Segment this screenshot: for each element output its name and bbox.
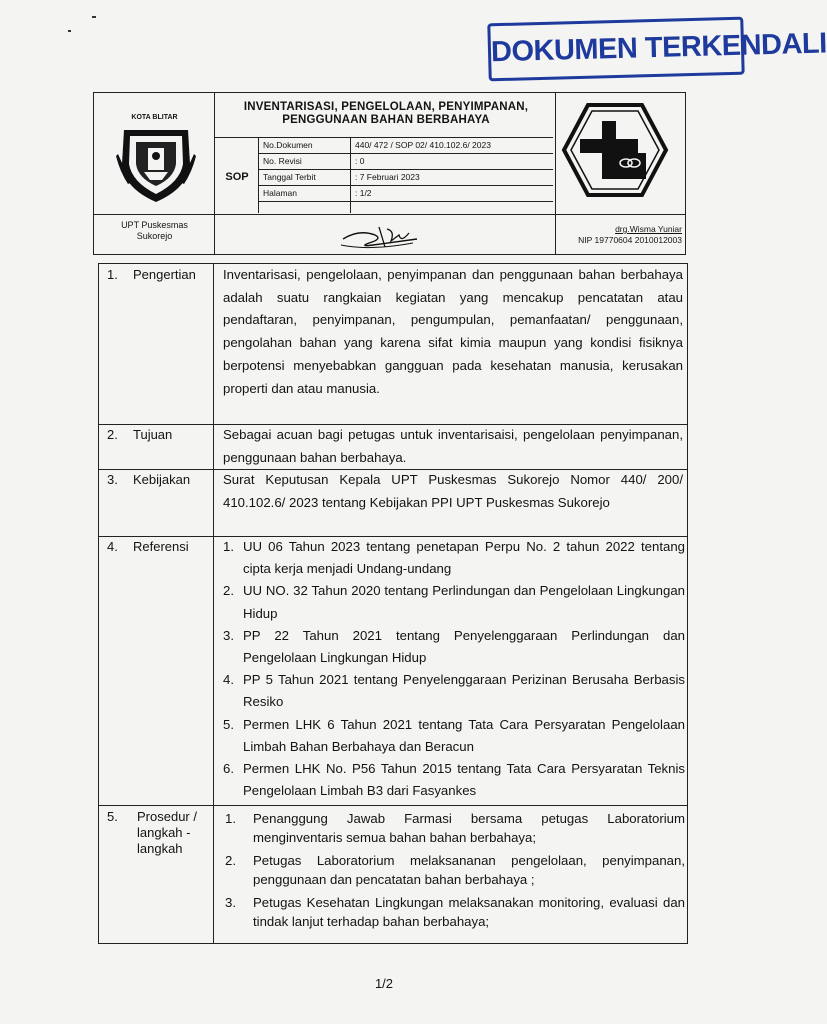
section-text-pengertian: Inventarisasi, pengelolaan, penyimpanan dan penggunaan bahan berbahaya adalah suatu rangkaian kegiatan yang mencakup pencatatan atau pendaftaran, penyimpanan, pengumpulan, pemanfaatan/ penggunaan, pengolahan bahan yang karena sifat kimia maupun yang kondisi fisiknya berpotensi menyebabkan gangguan pada kesehatan manusia, kerusakan properti dan atau manusia. [223, 267, 683, 396]
list-item: 4. PP 5 Tahun 2021 tentang Penyelenggaraan Perizinan Berusaha Berbasis Resiko [223, 672, 685, 710]
handwritten-signature [339, 221, 419, 251]
section-label-referensi: 4. Referensi [107, 539, 189, 554]
list-item: 5. Permen LHK 6 Tahun 2021 tentang Tata Cara Persyaratan Pengelolaan Limbah Bahan Berbahaya dan Beracun [223, 716, 685, 754]
section-label-pengertian: 1. Pengertian [107, 267, 196, 282]
section-text-tujuan: Sebagai acuan bagi petugas untuk inventarisaisi, pengelolaan penyimpanan, penggunaan bahan berbahaya. [223, 427, 683, 465]
referensi-list [223, 536, 685, 802]
scan-speck [92, 16, 96, 18]
puskesmas-logo [560, 101, 670, 199]
section-label-tujuan: 2. Tujuan [107, 427, 173, 442]
list-item: 3. Petugas Kesehatan Lingkungan melaksanakan monitoring, evaluasi dan tindak lanjut terhadap bahan berbahaya; [225, 895, 685, 929]
list-item: 6. Permen LHK No. P56 Tahun 2015 tentang Tata Cara Persyaratan Teknis Pengelolaan Limbah B3 dari Fasyankes [223, 761, 685, 799]
page-number: 1/2 [374, 976, 394, 991]
controlled-document-stamp: DOKUMEN TERKENDALI [487, 17, 744, 82]
meta-row-halaman: Halaman : 1/2 [263, 188, 372, 198]
kota-blitar-crest-logo [114, 124, 198, 204]
list-item: 3. PP 22 Tahun 2021 tentang Penyelenggaraan Perlindungan dan Pengelolaan Lingkungan Hidup [223, 627, 685, 666]
scan-speck [68, 30, 71, 32]
meta-row-no-revisi: No. Revisi : 0 [263, 156, 365, 166]
list-item: 1. UU 06 Tahun 2023 tentang penetapan Perpu No. 2 tahun 2022 tentang cipta kerja menjadi Undang-undang [223, 539, 685, 577]
document-title: INVENTARISASI, PENGELOLAAN, PENYIMPANAN, PENGGUNAAN BAHAN BERBAHAYA [243, 101, 529, 126]
kota-label: KOTA BLITAR [131, 114, 178, 121]
section-label-kebijakan: 3. Kebijakan [107, 472, 191, 487]
upt-name: UPT Puskesmas Sukorejo [121, 220, 188, 241]
sop-label: SOP [225, 171, 249, 183]
sop-content-table: 1. Pengertian Inventarisasi, pengelolaan, penyimpanan dan penggunaan bahan berbahaya adalah suatu rangkaian kegiatan yang mencakup pencatatan atau pendaftaran, penyimpanan, pengumpulan, pemanfaatan/ penggunaan, pengolahan bahan yang karena sifat kimia maupun yang kondisi fisiknya berpotensi menyebabkan gangguan pada kesehatan manusia, kerusakan properti dan atau manusia. 2. Tujuan Sebagai acuan bagi petugas untuk inventarisaisi, pengelolaan penyimpanan, penggunaan bahan berbahaya. 3. Kebijakan Surat Keputusan Kepala UPT Puskesmas Sukorejo Nomor 440/ 200/ 410.102.6/ 2023 tentang Kebijakan PPI UPT Puskesmas Sukorejo 4. Referensi 1. UU 06 Tahun 2023 tentang penetapan Perpu No. 2 tahun 2022 tentang cipta kerja menjadi Undang-undang 2. UU NO. 32 Tahun 2020 tentang Perlindungan dan Pengelolaan Lingkungan Hidup 3. PP 22 Tahun 2021 tentang Penyelenggaraan Perlindungan dan Pengelolaan Lingkungan Hidup 4. PP 5 Tahun 2021 tentang Penyelenggaraan Perizinan Berusaha Berbasis Resiko 5. Permen LHK 6 Tahun 2021 tentang Tata Cara Persyaratan Pengelolaan Limbah Bahan Berbahaya dan Beracun 6. Permen LHK No. P56 Tahun 2015 tentang Tata Cara Persyaratan Teknis Pengelolaan Limbah B3 dari Fasyankes 5. Prosedur / langkah - langkah 1. Penanggung Jawab Farmasi bersama petugas Laboratorium menginventaris semua bahan bahan berbahaya; 2. Petugas Laboratorium melaksananan pengelolaan, penyimpanan, penggunaan dan pencatatan bahan berbahaya ; 3. Petugas Kesehatan Lingkungan melaksanakan monitoring, evaluasi dan tindak lanjut terhadap bahan berbahaya; [98, 263, 688, 944]
signer-block: drg.Wisma Yuniar NIP 19770604 2010012003 [578, 224, 682, 245]
prosedur-list [223, 809, 685, 931]
list-item: 2. Petugas Laboratorium melaksananan pengelolaan, penyimpanan, penggunaan dan pencatatan bahan berbahaya ; [225, 853, 685, 887]
sop-header-table [93, 92, 686, 255]
list-item: 2. UU NO. 32 Tahun 2020 tentang Perlindungan dan Pengelolaan Lingkungan Hidup [223, 583, 685, 621]
meta-row-no-dokumen: No.Dokumen 440/ 472 / SOP 02/ 410.102.6/ 2023 [263, 140, 491, 150]
list-item: 1. Penanggung Jawab Farmasi bersama petugas Laboratorium menginventaris semua bahan bahan berbahaya; [225, 811, 685, 845]
meta-row-tanggal-terbit: Tanggal Terbit : 7 Februari 2023 [263, 172, 420, 182]
section-text-kebijakan: Surat Keputusan Kepala UPT Puskesmas Sukorejo Nomor 440/ 200/ 410.102.6/ 2023 tentang Kebijakan PPI UPT Puskesmas Sukorejo [223, 472, 683, 510]
